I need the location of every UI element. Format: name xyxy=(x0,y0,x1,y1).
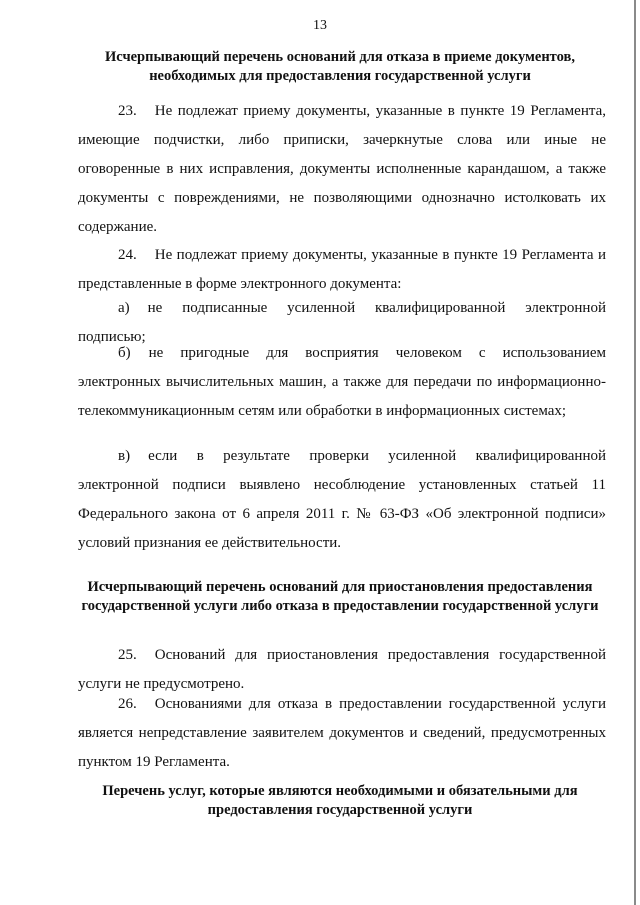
paragraph-24-b xyxy=(78,339,606,426)
paragraph-26 xyxy=(78,690,606,777)
page-number: 13 xyxy=(313,18,327,33)
paragraph-text: Не подлежат приему документы, указанные в пункте 19 Регламента, имеющие подчистки, либо приписки, зачеркнутые слова или иные не оговоренные в них исправления, документы исполненные карандашом, а также документы с повреждениями, не позволяющими однозначно истолковать их содержание. xyxy=(78,103,606,235)
paragraph-23 xyxy=(78,97,606,242)
item-text: не пригодные для восприятия человеком с использованием электронных вычислительных машин, а также для передачи по информационно-телекоммуникационным сетям или обработки в информационных системах; xyxy=(78,345,606,419)
paragraph-number: 24. xyxy=(118,247,137,263)
paragraph-number: 23. xyxy=(118,103,137,119)
paragraph-number: 26. xyxy=(118,696,137,712)
paragraph-text: Основаниями для отказа в предоставлении государственной услуги является непредставление заявителем документов и сведений, предусмотренных пунктом 19 Регламента. xyxy=(78,696,606,770)
heading-suspension-refusal: Исчерпывающий перечень оснований для приостановления предоставления государственной услуги либо отказа в предоставлении государственной услуги xyxy=(81,579,599,614)
paragraph-24-c xyxy=(78,442,606,558)
scan-edge-line xyxy=(634,0,636,905)
heading-refusal-acceptance: Исчерпывающий перечень оснований для отказа в приеме документов, необходимых для предоставления государственной услуги xyxy=(105,49,575,84)
paragraph-24 xyxy=(78,241,606,299)
heading-required-services: Перечень услуг, которые являются необходимыми и обязательными для предоставления государственной услуги xyxy=(102,783,578,818)
paragraph-text: Оснований для приостановления предоставления государственной услуги не предусмотрено. xyxy=(78,647,606,692)
paragraph-text: Не подлежат приему документы, указанные в пункте 19 Регламента и представленные в форме электронного документа: xyxy=(78,247,606,292)
item-letter: б) xyxy=(118,345,131,361)
item-text: если в результате проверки усиленной квалифицированной электронной подписи выявлено несоблюдение установленных статьей 11 Федерального закона от 6 апреля 2011 г. № 63-ФЗ «Об электронной подписи» условий признания ее действительности. xyxy=(78,448,606,551)
item-letter: а) xyxy=(118,300,130,316)
paragraph-number: 25. xyxy=(118,647,137,663)
item-text: не подписанные усиленной квалифицированной электронной подписью; xyxy=(78,300,606,345)
item-letter: в) xyxy=(118,448,131,464)
